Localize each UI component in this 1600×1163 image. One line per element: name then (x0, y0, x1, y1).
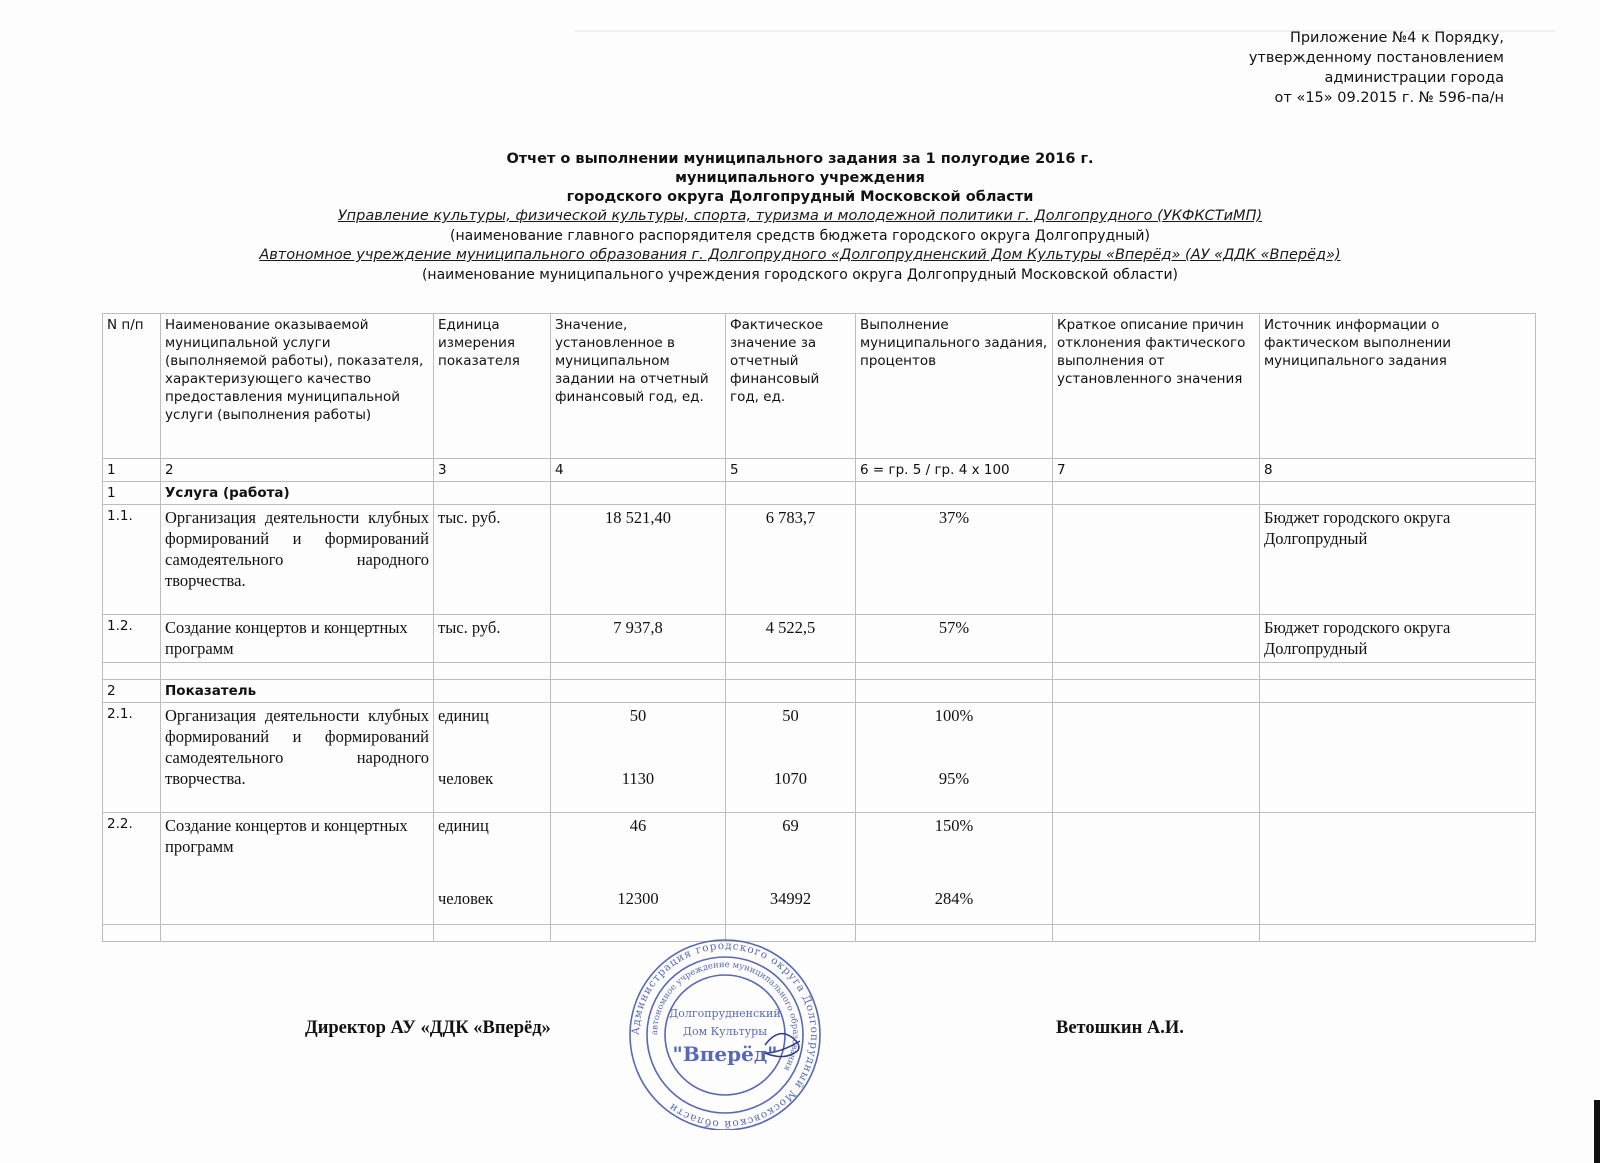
column-number: 1 (103, 459, 161, 482)
header-cell: Значение, установленное в муниципальном задании на отчетный финансовый год, ед. (551, 314, 726, 459)
svg-text:Долгопрудненский: Долгопрудненский (669, 1007, 781, 1020)
actual-a: 69 (782, 816, 799, 835)
section-row-service (103, 482, 1536, 505)
info-source: Бюджет городского округа Долгопрудный (1260, 615, 1536, 663)
unit: тыс. руб. (434, 615, 551, 663)
completion-percent: 37% (856, 505, 1053, 615)
planned-a: 46 (629, 816, 647, 835)
svg-text:Администрация городского округ: Администрация городского округа Долгопрудный Московской области (629, 939, 821, 1130)
appendix-note (1249, 28, 1504, 108)
chief-manager-caption: (наименование главного распорядителя средств бюджета городского округа Долгопрудный) (450, 228, 1150, 244)
header-cell: Наименование оказываемой муниципальной услуги (выполняемой работы), показателя, характеризующего качество предоставления муниципальной услуги (выполнения работы) (161, 314, 434, 459)
section-number: 1 (103, 482, 161, 505)
header-cell: Выполнение муниципального задания, процентов (856, 314, 1053, 459)
section-row-indicator (103, 680, 1536, 703)
appendix-line: от «15» 09.2015 г. № 596-па/н (1274, 90, 1504, 106)
unit-cell (434, 813, 551, 925)
deviation-reason (1053, 615, 1260, 663)
column-number: 4 (551, 459, 726, 482)
actual-b: 1070 (774, 769, 807, 788)
row-number: 2.2. (103, 813, 161, 925)
section-number: 2 (103, 680, 161, 703)
planned-b: 1130 (621, 769, 655, 788)
column-number: 5 (726, 459, 856, 482)
actual-cell (726, 813, 856, 925)
unit-a: единиц (438, 816, 489, 835)
actual-value: 4 522,5 (726, 615, 856, 663)
unit-a: единиц (438, 706, 489, 725)
service-name: Организация деятельности клубных формирований и формирований самодеятельного народного творчества. (161, 505, 434, 615)
svg-text:Дом Культуры: Дом Культуры (683, 1025, 767, 1038)
header-cell: Единица измерения показателя (434, 314, 551, 459)
svg-text:"Вперёд": "Вперёд" (672, 1042, 778, 1066)
table-row (103, 615, 1536, 663)
actual-b: 34992 (769, 889, 812, 908)
deviation-reason (1053, 505, 1260, 615)
percent-a: 150% (934, 816, 974, 835)
table-row (103, 505, 1536, 615)
director-name: Ветошкин А.И. (1056, 1018, 1184, 1038)
scan-edge (1594, 1100, 1600, 1163)
institution-name: Автономное учреждение муниципального образования г. Долгопрудного «Долгопрудненский Дом Культуры «Вперёд» (АУ «ДДК «Вперёд») (259, 247, 1341, 263)
planned-value: 7 937,8 (551, 615, 726, 663)
section-label: Показатель (161, 680, 434, 703)
service-name: Создание концертов и концертных программ (161, 615, 434, 663)
indicator-name: Организация деятельности клубных формирований и формирований самодеятельного народного творчества. (161, 703, 434, 813)
planned-a: 50 (629, 706, 647, 725)
column-number: 8 (1260, 459, 1536, 482)
official-stamp-icon (625, 935, 825, 1130)
table-row (103, 813, 1536, 925)
percent-b: 95% (938, 769, 970, 788)
report-subtitle-region: городского округа Долгопрудный Московской области (566, 189, 1034, 205)
column-number: 6 = гр. 5 / гр. 4 х 100 (856, 459, 1053, 482)
planned-b: 12300 (617, 889, 659, 908)
spacer-row (103, 663, 1536, 680)
header-cell: Источник информации о фактическом выполнении муниципального задания (1260, 314, 1536, 459)
section-label: Услуга (работа) (161, 482, 434, 505)
appendix-line: утвержденному постановлением (1248, 50, 1504, 66)
indicator-name: Создание концертов и концертных программ (161, 813, 434, 925)
row-number: 2.1. (103, 703, 161, 813)
column-number-row (103, 459, 1536, 482)
unit-b: человек (438, 769, 494, 788)
percent-cell (856, 703, 1053, 813)
table-row (103, 703, 1536, 813)
percent-a: 100% (934, 706, 974, 725)
table-header-row (103, 314, 1536, 459)
column-number: 3 (434, 459, 551, 482)
appendix-line: администрации города (1324, 70, 1504, 86)
percent-b: 284% (934, 889, 974, 908)
report-table (102, 313, 1536, 942)
unit-cell (434, 703, 551, 813)
report-subtitle: муниципального учреждения (675, 170, 925, 186)
planned-value: 18 521,40 (551, 505, 726, 615)
director-position: Директор АУ «ДДК «Вперёд» (305, 1018, 551, 1038)
actual-value: 6 783,7 (726, 505, 856, 615)
actual-cell (726, 703, 856, 813)
report-title-block (0, 150, 1600, 285)
unit: тыс. руб. (434, 505, 551, 615)
report-title: Отчет о выполнении муниципального задания за 1 полугодие 2016 г. (506, 151, 1094, 167)
row-number: 1.2. (103, 615, 161, 663)
appendix-line: Приложение №4 к Порядку, (1289, 30, 1504, 46)
percent-cell (856, 813, 1053, 925)
column-number: 7 (1053, 459, 1260, 482)
header-cell: Фактическое значение за отчетный финансовый год, ед. (726, 314, 856, 459)
planned-cell (551, 813, 726, 925)
planned-cell (551, 703, 726, 813)
unit-b: человек (438, 889, 494, 908)
header-cell: Краткое описание причин отклонения фактического выполнения от установленного значения (1053, 314, 1260, 459)
chief-manager-name: Управление культуры, физической культуры, спорта, туризма и молодежной политики г. Долгопрудного (УКФКСТиМП) (337, 208, 1263, 224)
svg-text:автономное учреждение муниципа: автономное учреждение муниципального образования (649, 959, 801, 1073)
row-number: 1.1. (103, 505, 161, 615)
institution-caption: (наименование муниципального учреждения городского округа Долгопрудный Московской области) (421, 267, 1179, 283)
actual-a: 50 (782, 706, 799, 725)
info-source: Бюджет городского округа Долгопрудный (1260, 505, 1536, 615)
header-cell: N п/п (103, 314, 161, 459)
column-number: 2 (161, 459, 434, 482)
completion-percent: 57% (856, 615, 1053, 663)
